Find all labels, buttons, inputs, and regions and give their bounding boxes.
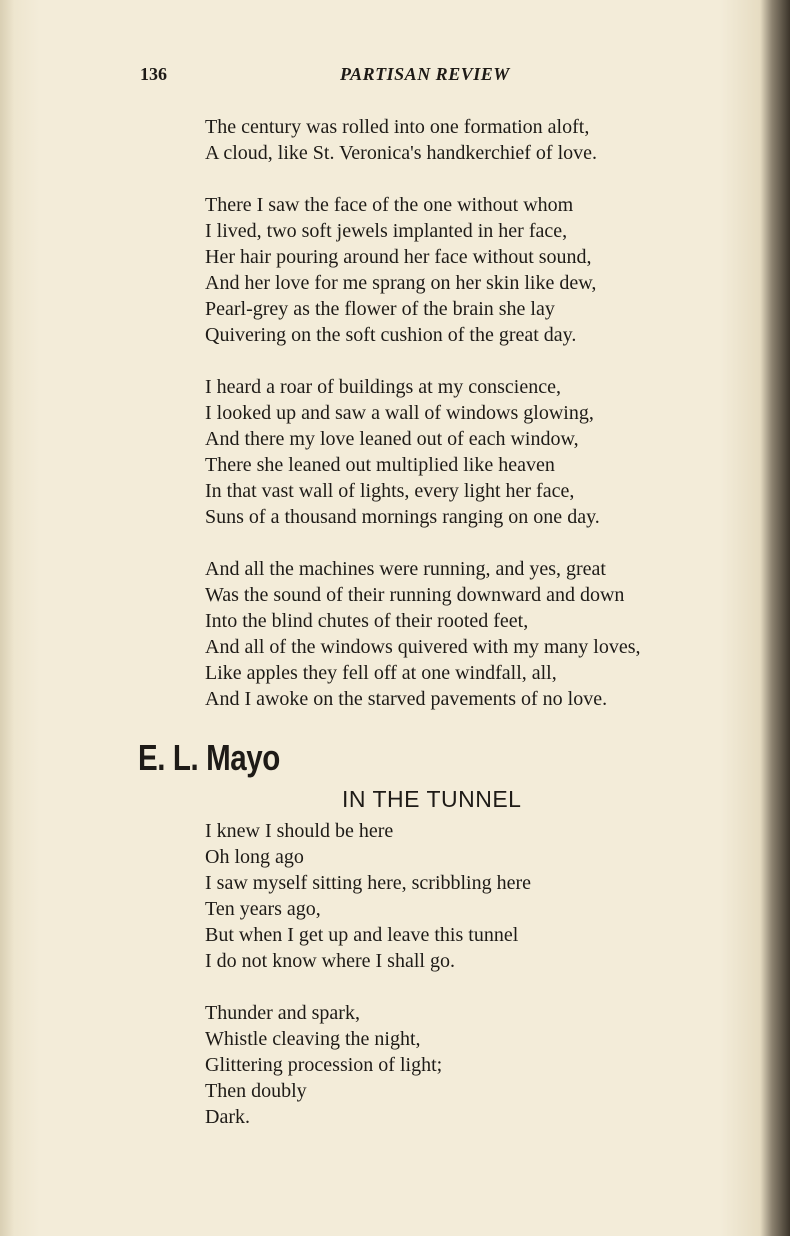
poem-line: But when I get up and leave this tunnel: [205, 924, 519, 946]
poem-line: I looked up and saw a wall of windows glowing,: [205, 402, 594, 424]
poem-line: Dark.: [205, 1106, 250, 1128]
poem-line: Was the sound of their running downward and down: [205, 584, 625, 606]
poem-line: Whistle cleaving the night,: [205, 1028, 421, 1050]
stanza: [205, 1000, 531, 1130]
poem-line: I knew I should be here: [205, 820, 394, 842]
gutter-shadow: [0, 0, 14, 1236]
poem-line: Oh long ago: [205, 846, 304, 868]
poem-line: Like apples they fell off at one windfall, all,: [205, 662, 557, 684]
poem-line: Her hair pouring around her face without sound,: [205, 246, 592, 268]
stanza: [205, 374, 641, 530]
poem-line: Thunder and spark,: [205, 1002, 360, 1024]
poem-line: And all of the windows quivered with my many loves,: [205, 636, 641, 658]
stanza: [205, 556, 641, 712]
poem-line: And her love for me sprang on her skin like dew,: [205, 272, 597, 294]
page-header: [140, 64, 660, 88]
poem-line: And there my love leaned out of each window,: [205, 428, 579, 450]
poem-line: There she leaned out multiplied like heaven: [205, 454, 555, 476]
poem-line: The century was rolled into one formation aloft,: [205, 116, 590, 138]
poem-line: Into the blind chutes of their rooted feet,: [205, 610, 529, 632]
poem-line: Then doubly: [205, 1080, 307, 1102]
poem-line: In that vast wall of lights, every light her face,: [205, 480, 575, 502]
poem-line: There I saw the face of the one without whom: [205, 194, 574, 216]
author-name: E. L. Mayo: [138, 737, 280, 778]
poem-line: I heard a roar of buildings at my conscience,: [205, 376, 561, 398]
stanza: [205, 818, 531, 974]
running-head: PARTISAN REVIEW: [340, 64, 510, 84]
poem-line: And I awoke on the starved pavements of no love.: [205, 688, 608, 710]
poem-title: IN THE TUNNEL: [342, 786, 522, 812]
poem-in-the-tunnel: [205, 818, 531, 1130]
poem-line: Suns of a thousand mornings ranging on one day.: [205, 506, 600, 528]
poem-line: Quivering on the soft cushion of the great day.: [205, 324, 577, 346]
poem-line: Ten years ago,: [205, 898, 321, 920]
stanza: [205, 114, 641, 166]
poem-line: Pearl-grey as the flower of the brain she lay: [205, 298, 555, 320]
poem-line: I do not know where I shall go.: [205, 950, 455, 972]
poem-line: I lived, two soft jewels implanted in her face,: [205, 220, 568, 242]
stanza: [205, 192, 641, 348]
poem-line: A cloud, like St. Veronica's handkerchief of love.: [205, 142, 598, 164]
poem-line: And all the machines were running, and yes, great: [205, 558, 606, 580]
poem-line: I saw myself sitting here, scribbling here: [205, 872, 532, 894]
poem-line: Glittering procession of light;: [205, 1054, 443, 1076]
poem-continued: [205, 114, 641, 712]
page-number: 136: [140, 64, 167, 84]
